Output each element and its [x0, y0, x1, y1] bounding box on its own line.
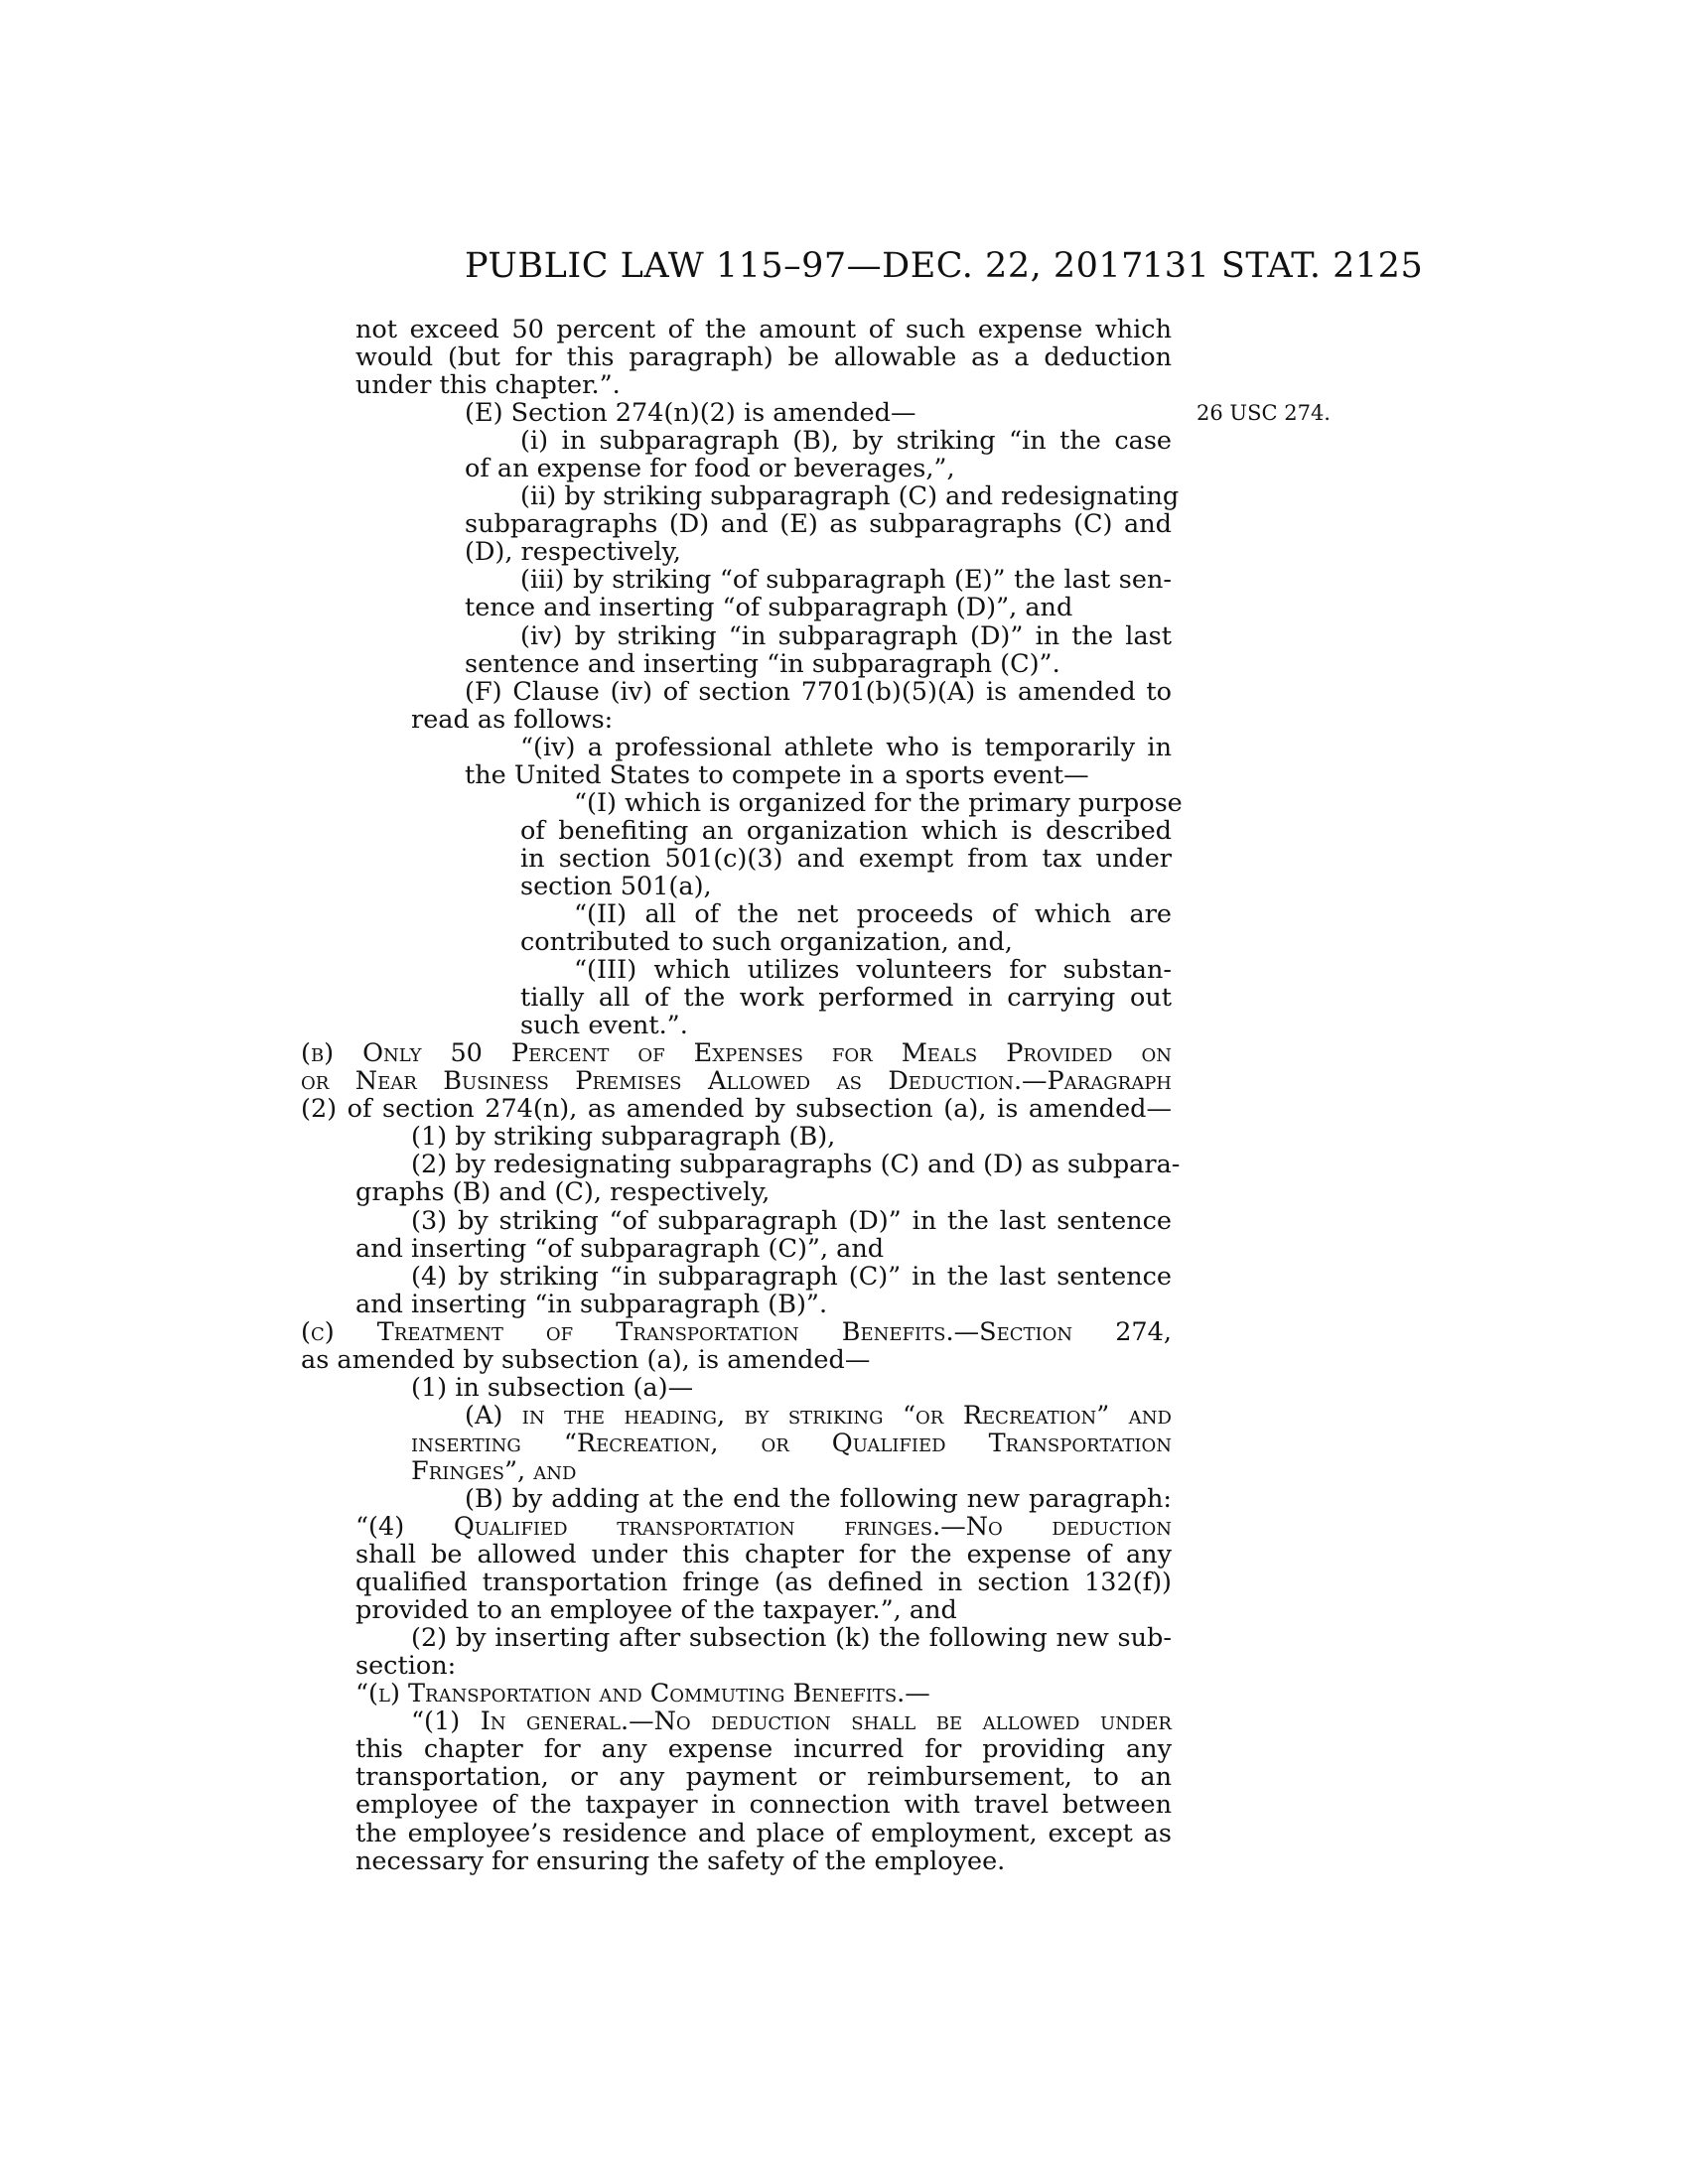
text-line: employee of the taxpayer in connection with travel between — [355, 1790, 1172, 1821]
text-line: under this chapter.”. — [355, 370, 621, 401]
text-line: (ii) by striking subparagraph (C) and redesignating — [520, 481, 1180, 512]
text-line: (F) Clause (iv) of section 7701(b)(5)(A) is amended to — [465, 676, 1172, 707]
section-heading-line: “(4) Qualified transportation fringes.—No deduction — [355, 1512, 1172, 1543]
text-line: necessary for ensuring the safety of the employee. — [355, 1845, 1006, 1876]
text-line: shall be allowed under this chapter for the expense of any — [355, 1540, 1172, 1570]
text-line: section: — [355, 1651, 457, 1682]
section-heading-line: (b) Only 50 Percent of Expenses for Meals Provided on — [301, 1038, 1172, 1069]
text-line: (B) by adding at the end the following new paragraph: — [465, 1483, 1172, 1514]
text-line: inserting “Recreation, or Qualified Transportation — [411, 1428, 1172, 1458]
running-head-title: PUBLIC LAW 115–97—DEC. 22, 2017 — [465, 246, 1144, 286]
text-line: the employee’s residence and place of employment, except as — [355, 1818, 1172, 1848]
text-line: transportation, or any payment or reimbursement, to an — [355, 1762, 1172, 1793]
text-line: qualified transportation fringe (as defined in section 132(f)) — [355, 1568, 1172, 1598]
text-line: (A) in the heading, by striking “or Recreation” and — [465, 1400, 1172, 1431]
text-line: this chapter for any expense incurred for providing any — [355, 1734, 1172, 1765]
text-line: (i) in subparagraph (B), by striking “in the case — [520, 426, 1172, 457]
text-line: (1) in subsection (a)— — [411, 1372, 694, 1403]
text-line: “(I) which is organized for the primary purpose — [574, 787, 1183, 818]
section-heading-line: “(l) Transportation and Commuting Benefits.— — [355, 1679, 930, 1709]
text-line: tially all of the work performed in carrying out — [520, 983, 1172, 1014]
statute-body-text — [301, 315, 1183, 1876]
text-line: such event.”. — [520, 1011, 688, 1041]
text-line: and inserting “of subparagraph (C)”, and — [355, 1233, 885, 1264]
text-line: tence and inserting “of subparagraph (D)”, and — [465, 593, 1073, 623]
text-line: (2) of section 274(n), as amended by subsection (a), is amended— — [301, 1094, 1172, 1125]
text-line: of benefiting an organization which is described — [520, 815, 1172, 846]
text-line: graphs (B) and (C), respectively, — [355, 1177, 771, 1208]
text-line: as amended by subsection (a), is amended— — [301, 1344, 871, 1375]
text-line: of an expense for food or beverages,”, — [465, 454, 955, 484]
statute-page-number: 131 STAT. 2125 — [1142, 246, 1424, 286]
text-line: provided to an employee of the taxpayer.”, and — [355, 1595, 957, 1626]
text-line: contributed to such organization, and, — [520, 927, 1013, 958]
text-line: section 501(a), — [520, 871, 712, 901]
text-line: (iii) by striking “of subparagraph (E)” the last sen- — [520, 565, 1172, 596]
text-line: (4) by striking “in subparagraph (C)” in the last sentence — [411, 1261, 1172, 1292]
text-line: “(III) which utilizes volunteers for substan- — [574, 955, 1172, 986]
text-line: (iv) by striking “in subparagraph (D)” in the last — [520, 620, 1172, 651]
text-line: and inserting “in subparagraph (B)”. — [355, 1289, 828, 1319]
section-heading-line: “(1) In general.—No deduction shall be allowed under — [411, 1706, 1172, 1737]
text-line: (3) by striking “of subparagraph (D)” in the last sentence — [411, 1205, 1172, 1236]
text-line: (E) Section 274(n)(2) is amended— — [465, 398, 916, 429]
text-line: “(II) all of the net proceeds of which are — [574, 898, 1172, 929]
text-line: (1) by striking subparagraph (B), — [411, 1122, 836, 1153]
text-line: read as follows: — [411, 704, 614, 735]
text-line: not exceed 50 percent of the amount of such expense which — [355, 315, 1172, 344]
text-line: (D), respectively, — [465, 537, 681, 568]
text-line: in section 501(c)(3) and exempt from tax under — [520, 843, 1172, 874]
section-heading-line: or Near Business Premises Allowed as Deduction.—Paragraph — [301, 1066, 1172, 1097]
text-line: sentence and inserting “in subparagraph (C)”. — [465, 648, 1060, 679]
text-line: “(iv) a professional athlete who is temporarily in — [520, 732, 1172, 762]
text-line: (2) by redesignating subparagraphs (C) and (D) as subpara- — [411, 1150, 1181, 1180]
text-line: would (but for this paragraph) be allowable as a deduction — [355, 342, 1172, 373]
text-line: (2) by inserting after subsection (k) the following new sub- — [411, 1623, 1172, 1654]
text-line: the United States to compete in a sports event— — [465, 759, 1089, 790]
text-line: subparagraphs (D) and (E) as subparagraphs (C) and — [465, 509, 1172, 540]
text-line: Fringes”, and — [411, 1455, 577, 1486]
section-heading-line: (c) Treatment of Transportation Benefits.—Section 274, — [301, 1316, 1172, 1347]
margin-note-citation: 26 USC 274. — [1196, 401, 1331, 425]
